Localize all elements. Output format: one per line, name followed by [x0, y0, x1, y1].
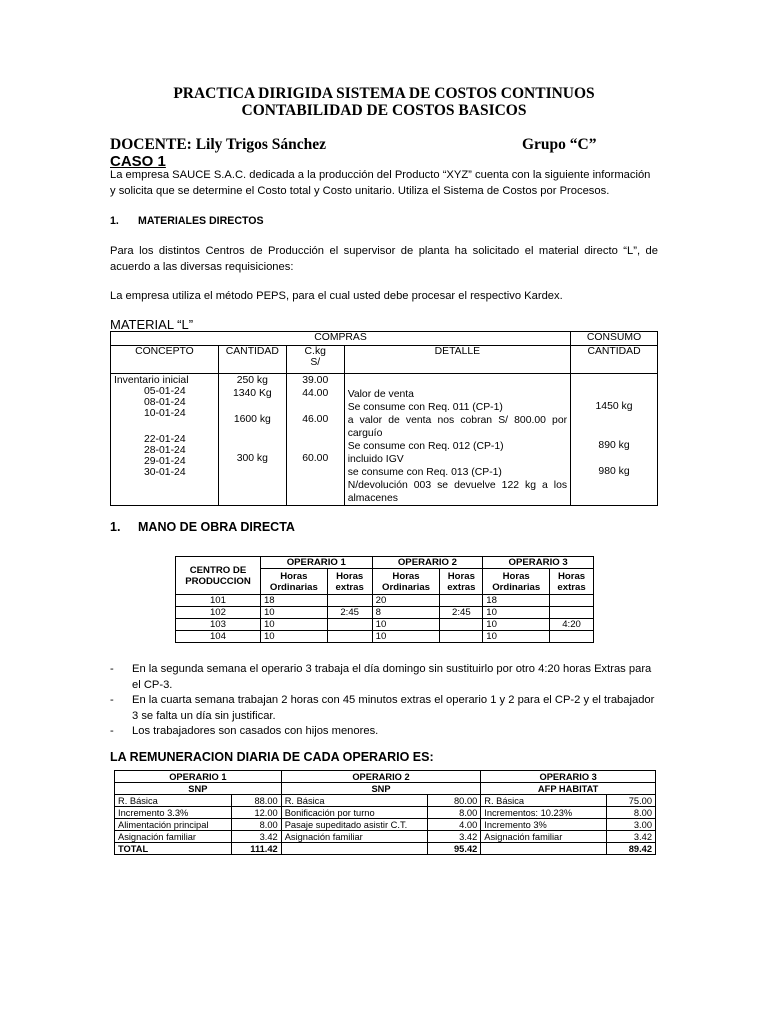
detalle-4: Se consume con Req. 012 (CP-1): [347, 441, 504, 452]
hours-cell: [550, 607, 594, 619]
hours-cell: 2:45: [327, 607, 372, 619]
hours-cell: [550, 631, 594, 643]
cantidad-6: [222, 466, 283, 479]
table-row: [115, 831, 656, 843]
consumo-3: [574, 414, 654, 440]
notes-list: [110, 662, 658, 740]
op2-system: SNP: [281, 783, 481, 795]
o2-ord-header: Horas Ordinarias: [372, 569, 440, 595]
hours-cell: 10: [372, 631, 440, 643]
ckg-4: [290, 440, 341, 453]
col-detalle: DETALLE: [344, 346, 570, 374]
centro-cell: 101: [176, 595, 261, 607]
concept-cell: Incremento 3.3%: [115, 807, 232, 819]
cantidad-2: [222, 401, 283, 414]
amount-cell: 3.42: [607, 831, 656, 843]
o1-ext-header: Horas extras: [327, 569, 372, 595]
cantidad-5: 300 kg: [236, 453, 268, 464]
empty-cell: [481, 843, 607, 855]
amount-cell: 8.00: [607, 807, 656, 819]
note-item: - Los trabajadores son casados con hijos menores.: [110, 724, 658, 740]
section2-number: 1.: [110, 520, 121, 534]
col-ckg-currency: S/: [310, 357, 321, 368]
detalle-5: incluido IGV: [347, 454, 404, 465]
grupo-label: Grupo “C”: [522, 136, 597, 153]
operario1-header: OPERARIO 1: [260, 557, 372, 569]
concepto-7: 30-01-24: [144, 467, 186, 478]
doc-title-2: CONTABILIDAD DE COSTOS BASICOS: [241, 102, 527, 119]
hours-cell: [440, 595, 483, 607]
total-row: [115, 843, 656, 855]
amount-cell: 3.42: [231, 831, 281, 843]
hours-cell: 2:45: [440, 607, 483, 619]
detalle-1: Valor de venta: [347, 389, 414, 400]
note-item: - En la cuarta semana trabajan 2 horas con 45 minutos extras el operario 1 y 2 para el CP-2 y el trabajador 3 se falta un día sin justificar.: [110, 693, 658, 724]
amount-cell: 75.00: [607, 795, 656, 807]
concepto-6: 29-01-24: [144, 456, 186, 467]
centro-cell: 102: [176, 607, 261, 619]
consumo-7: [574, 479, 654, 492]
concept-cell: R. Básica: [115, 795, 232, 807]
remuneracion-title: LA REMUNERACION DIARIA DE CADA OPERARIO ES:: [110, 750, 434, 764]
cantidad-0: 250 kg: [236, 375, 268, 386]
hours-cell: 10: [483, 607, 550, 619]
section1-title: MATERIALES DIRECTOS: [138, 215, 264, 227]
amount-cell: 80.00: [428, 795, 481, 807]
concept-cell: Incremento 3%: [481, 819, 607, 831]
amount-cell: 8.00: [428, 807, 481, 819]
concepto-2: 08-01-24: [144, 397, 186, 408]
hours-cell: 18: [260, 595, 327, 607]
concept-cell: Incrementos: 10.23%: [481, 807, 607, 819]
intro-paragraph: La empresa SAUCE S.A.C. dedicada a la producción del Producto “XYZ” cuenta con la siguiente información y solicita que se determine el Costo total y Costo unitario. Utiliza el Sistema de Costos por Procesos.: [110, 169, 651, 197]
hours-cell: 10: [260, 607, 327, 619]
ckg-7: [290, 479, 341, 492]
table-row: [115, 795, 656, 807]
hours-cell: 10: [260, 619, 327, 631]
amount-cell: 88.00: [231, 795, 281, 807]
table-row: [176, 595, 594, 607]
consumo-2: 1450 kg: [595, 401, 633, 412]
note-item: - En la segunda semana el operario 3 trabaja el día domingo sin sustituirlo por otro 4:20 horas Extras para el CP-3.: [110, 662, 658, 693]
amount-cell: 8.00: [231, 819, 281, 831]
concept-cell: Asignación familiar: [481, 831, 607, 843]
ckg-5: 60.00: [302, 453, 329, 464]
concept-cell: R. Básica: [281, 795, 428, 807]
section2-heading: [110, 520, 295, 534]
remuneracion-table: [114, 770, 656, 855]
hours-cell: 4:20: [550, 619, 594, 631]
concepto-5: 28-01-24: [144, 445, 186, 456]
consumo-1: [574, 388, 654, 401]
cantidad-4: [222, 440, 283, 453]
op1-name: OPERARIO 1: [115, 771, 282, 783]
table-row: [111, 374, 658, 506]
concept-cell: Alimentación principal: [115, 819, 232, 831]
hours-cell: [550, 595, 594, 607]
cantidad-7: [222, 479, 283, 492]
col-cantidad: CANTIDAD: [218, 346, 286, 374]
col-ckg-label: C.kg: [304, 346, 326, 357]
amount-cell: 12.00: [231, 807, 281, 819]
consumo-5: [574, 453, 654, 466]
hours-cell: 8: [372, 607, 440, 619]
empty-cell: [281, 843, 428, 855]
table-row: [115, 807, 656, 819]
table-row: [176, 631, 594, 643]
centro-cell: 104: [176, 631, 261, 643]
concept-cell: Asignación familiar: [281, 831, 428, 843]
material-table: [110, 331, 658, 506]
concepto-3: 10-01-24: [144, 408, 186, 419]
detalle-3: a valor de venta nos cobran S/ 800.00 por carguío: [347, 415, 568, 439]
hours-cell: 10: [483, 631, 550, 643]
detalle-2: Se consume con Req. 011 (CP-1): [347, 402, 503, 413]
centro-cell: 103: [176, 619, 261, 631]
operario3-header: OPERARIO 3: [483, 557, 594, 569]
section1-number: 1.: [110, 215, 119, 227]
concepto-0: Inventario inicial: [114, 375, 189, 386]
detalle-cell: [344, 374, 570, 506]
concept-cell: Bonificación por turno: [281, 807, 428, 819]
table-row: [115, 819, 656, 831]
compras-header: COMPRAS: [111, 332, 571, 346]
col-ckg: [286, 346, 344, 374]
table-row: [176, 607, 594, 619]
section2-title: MANO DE OBRA DIRECTA: [138, 520, 295, 534]
o3-ext-header: Horas extras: [550, 569, 594, 595]
mano-obra-table: [175, 556, 594, 643]
cantidad-3: 1600 kg: [233, 414, 271, 425]
docente-line: DOCENTE: Lily Trigos Sánchez: [110, 136, 327, 153]
concept-cell: Asignación familiar: [115, 831, 232, 843]
concept-cell: Pasaje supeditado asistir C.T.: [281, 819, 428, 831]
cantidad-cell: [218, 374, 286, 506]
doc-title-1: PRACTICA DIRIGIDA SISTEMA DE COSTOS CONTINUOS: [173, 85, 595, 102]
material-label: MATERIAL “L”: [110, 317, 194, 332]
section1-paragraph-1: Para los distintos Centros de Producción el supervisor de planta ha solicitado el material directo “L”, de acuerdo a las diversas requisiciones:: [110, 245, 658, 273]
o3-ord-header: Horas Ordinarias: [483, 569, 550, 595]
o1-ord-header: Horas Ordinarias: [260, 569, 327, 595]
total-op1: 111.42: [231, 843, 281, 855]
op1-system: SNP: [115, 783, 282, 795]
concept-cell: R. Básica: [481, 795, 607, 807]
hours-cell: 20: [372, 595, 440, 607]
o2-ext-header: Horas extras: [440, 569, 483, 595]
op3-system: AFP HABITAT: [481, 783, 656, 795]
col-consumo-cantidad: CANTIDAD: [571, 346, 658, 374]
op2-name: OPERARIO 2: [281, 771, 481, 783]
concepto-4: 22-01-24: [144, 434, 186, 445]
cantidad-1: 1340 Kg: [232, 388, 272, 399]
operario2-header: OPERARIO 2: [372, 557, 483, 569]
section1-heading: [110, 214, 264, 230]
ckg-cell: [286, 374, 344, 506]
consumo-header: CONSUMO: [571, 332, 658, 346]
ckg-3: 46.00: [302, 414, 329, 425]
concepto-1: 05-01-24: [144, 386, 186, 397]
hours-cell: [440, 619, 483, 631]
consumo-6: 980 kg: [598, 466, 630, 477]
consumo-cell: [571, 374, 658, 506]
hours-cell: [327, 619, 372, 631]
detalle-6: se consume con Req. 013 (CP-1): [347, 467, 502, 478]
centro-header: CENTRO DE PRODUCCION: [176, 557, 261, 595]
detalle-0: [348, 375, 567, 388]
ckg-1: 44.00: [302, 388, 329, 399]
hours-cell: 10: [483, 619, 550, 631]
ckg-2: [290, 401, 341, 414]
section1-paragraph-2: La empresa utiliza el método PEPS, para el cual usted debe procesar el respectivo Kardex.: [110, 290, 563, 302]
hours-cell: 10: [260, 631, 327, 643]
hours-cell: 10: [372, 619, 440, 631]
col-concepto: CONCEPTO: [111, 346, 219, 374]
ckg-0: 39.00: [302, 375, 329, 386]
amount-cell: 3.42: [428, 831, 481, 843]
total-op2: 95.42: [428, 843, 481, 855]
hours-cell: [327, 631, 372, 643]
consumo-0: [574, 375, 654, 388]
hours-cell: [327, 595, 372, 607]
ckg-6: [290, 466, 341, 479]
amount-cell: 4.00: [428, 819, 481, 831]
concepto-cell: [111, 374, 219, 506]
table-row: [176, 619, 594, 631]
amount-cell: 3.00: [607, 819, 656, 831]
consumo-4: 890 kg: [598, 440, 630, 451]
hours-cell: 18: [483, 595, 550, 607]
total-op3: 89.42: [607, 843, 656, 855]
caso-heading: CASO 1: [110, 153, 166, 170]
op3-name: OPERARIO 3: [481, 771, 656, 783]
total-label: TOTAL: [115, 843, 232, 855]
detalle-7: N/devolución 003 se devuelve 122 kg a los almacenes: [347, 480, 568, 504]
hours-cell: [440, 631, 483, 643]
